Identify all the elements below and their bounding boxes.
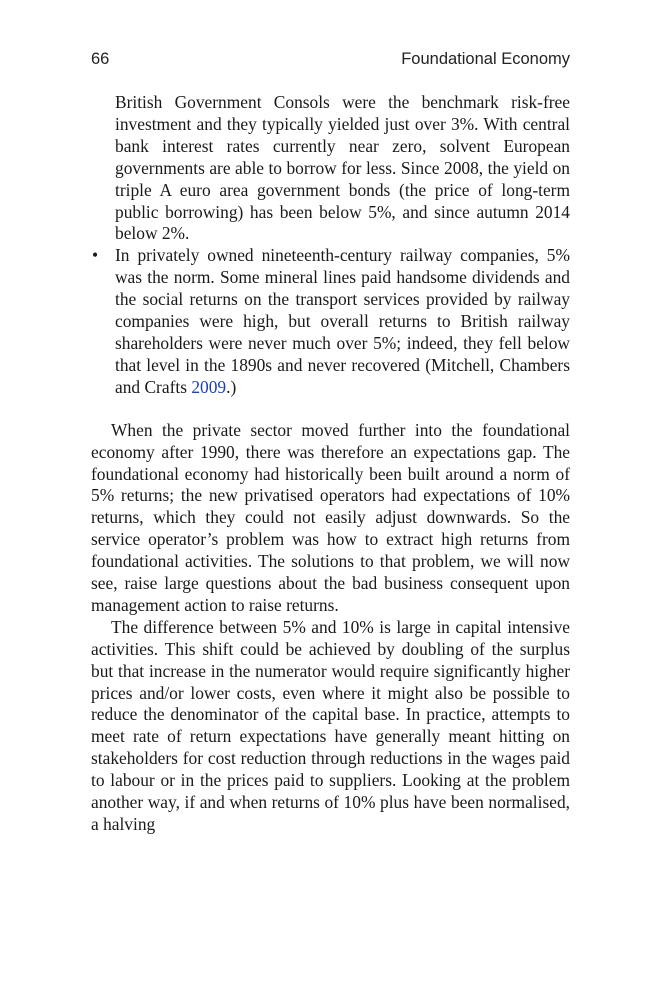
body-text (91, 92, 570, 836)
bullet-list (91, 245, 570, 398)
citation-link[interactable]: 2009 (191, 376, 227, 397)
page-number: 66 (91, 50, 110, 68)
bullet-text-end: .) (226, 376, 237, 397)
paragraph: When the private sector moved further into the foundational economy after 1990, there was therefore an expectations gap. The foundational economy had historically been built around a norm of 5% returns; the new privatised operators had expectations of 10% returns, which they could not easily adjust downwards. So the service operator’s problem was how to extract high returns from foundational activities. The solutions to that problem, we will now see, raise large questions about the bad business consequent upon management action to raise returns. (91, 419, 570, 615)
paragraph: The difference between 5% and 10% is large in capital intensive activities. This shift could be achieved by doubling of the surplus but that increase in the numerator would require significantly higher prices and/or lower costs, even where it might also be possible to reduce the denominator of the capital base. In practice, attempts to meet rate of return expectations have generally meant hitting on stakeholders for cost reduction through reductions in the wages paid to labour or in the prices paid to suppliers. Looking at the problem another way, if and when returns of 10% plus have been normalised, a halving (91, 616, 570, 834)
running-title: Foundational Economy (401, 50, 570, 68)
bullet-continuation-text: British Government Consols were the benchmark risk-free investment and they typically yielded just over 3%. With central bank interest rates currently near zero, solvent European governments are able to borrow for less. Since 2008, the yield on triple A euro area government bonds (the price of long-term public borrowing) has been below 5%, and since autumn 2014 below 2%. (115, 92, 570, 244)
bullet-icon: • (92, 245, 99, 266)
list-item (91, 245, 570, 398)
running-head (91, 50, 570, 74)
bullet-text: In privately owned nineteenth-century railway companies, 5% was the norm. Some mineral lines paid handsome dividends and the social returns on the transport services provided by railway companies were high, but overall returns to British railway shareholders were never much over 5%; indeed, they fell below that level in the 1890s and never recovered (Mitchell, Chambers and Crafts (115, 245, 570, 397)
